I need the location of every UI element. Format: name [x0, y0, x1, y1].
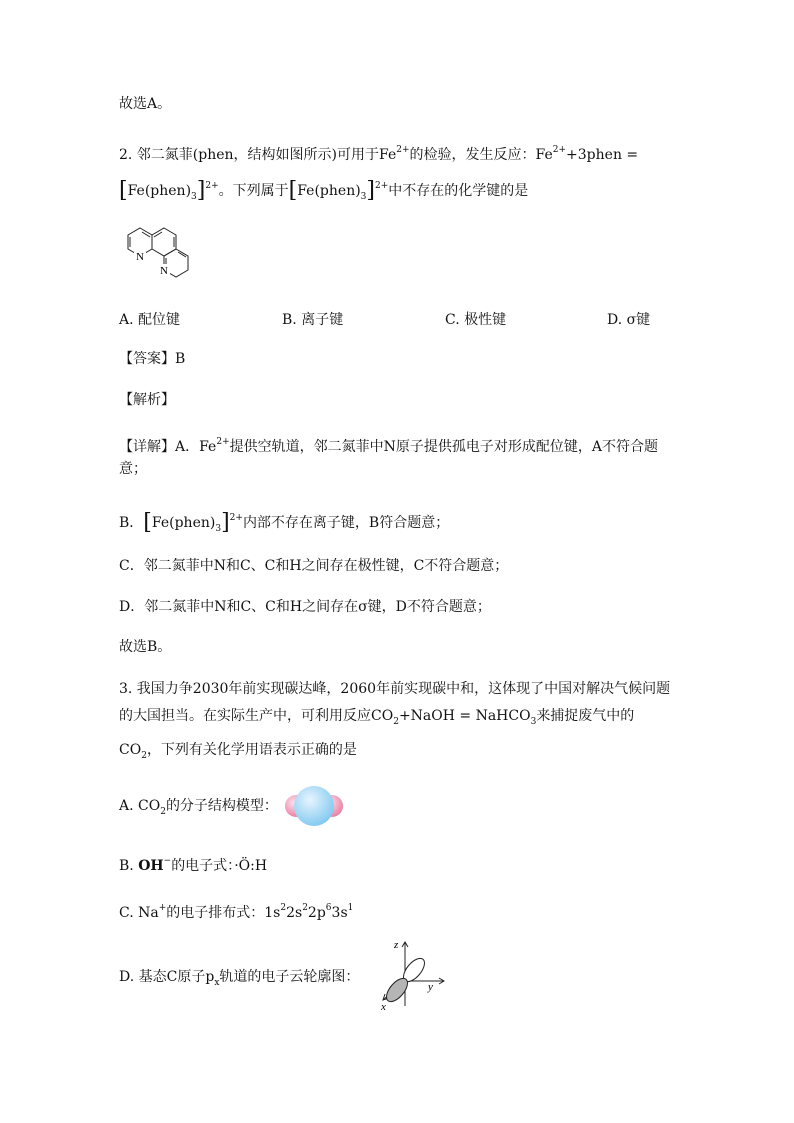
q3-stem-line2: 的大国担当。在实际生产中，可利用反应$CO_2+NaOH$ = NaHCO$_3$来捕捉废气中的 — [119, 708, 635, 727]
q2-detail-d: D．邻二氮菲中N和C、C和H之间存在σ键，D不符合题意； — [119, 599, 491, 615]
axis-y-label: y — [428, 981, 433, 993]
q3-option-b[interactable]: B. OH−的电子式：·Ö:H — [119, 856, 268, 874]
q2-analysis-heading: 【解析】 — [119, 392, 175, 408]
q2-option-a[interactable]: A. 配位键 — [119, 312, 181, 328]
axis-z-label: z — [394, 939, 399, 951]
q3-stem-line3: $CO_2$，下列有关化学用语表示正确的是 — [119, 742, 357, 761]
q2-detail-a-line2: 意； — [119, 461, 147, 477]
q2-conclusion: 故选B。 — [119, 639, 172, 655]
nitrogen-label-1: N — [136, 251, 144, 263]
co2-space-filling-model — [284, 783, 344, 829]
q3-option-d[interactable]: D. 基态C原子$p_x$轨道的电子云轮廓图： — [119, 969, 360, 988]
q2-option-d[interactable]: D. σ键 — [607, 312, 651, 328]
q2-stem-line2: $[Fe(phen)_3]^{2+}$。下列属于$[Fe(phen)_3]^{2+}$中不存在的化学键的是 — [119, 178, 529, 203]
line-conclusion-a: 故选A。 — [119, 96, 172, 112]
q2-detail-b: B．$[Fe(phen)_3]^{2+}$内部不存在离子键，B符合题意； — [119, 510, 450, 535]
q2-option-b[interactable]: B. 离子键 — [282, 312, 344, 328]
q2-option-c[interactable]: C. 极性键 — [445, 312, 507, 328]
q3-option-c[interactable]: C. Na+的电子排布式：$1s^22s^22p^63s^1$ — [119, 903, 354, 921]
q2-answer: 【答案】B — [119, 351, 186, 367]
p-orbital-diagram — [370, 936, 450, 1012]
q3-stem-line1: 3. 我国力争2030年前实现碳达峰，2060年前实现碳中和，这体现了中国对解决气候问题 — [119, 681, 671, 697]
q2-stem-line1: 2. 邻二氮菲(phen，结构如图所示)可用于$Fe^{2+}$的检验，发生反应：$Fe^{2+}+3phen$ = — [119, 145, 639, 163]
q3-option-a[interactable]: A. $CO_2$的分子结构模型： — [119, 798, 278, 817]
nitrogen-label-2: N — [160, 265, 168, 277]
q2-detail-a-line1: 【详解】A．$Fe^{2+}$提供空轨道，邻二氮菲中N原子提供孤电子对形成配位键，A不符合题 — [119, 437, 658, 455]
axis-x-label: x — [381, 1001, 386, 1012]
q2-detail-c: C．邻二氮菲中N和C、C和H之间存在极性键，C不符合题意； — [119, 558, 509, 574]
phenanthroline-structure — [112, 220, 212, 290]
